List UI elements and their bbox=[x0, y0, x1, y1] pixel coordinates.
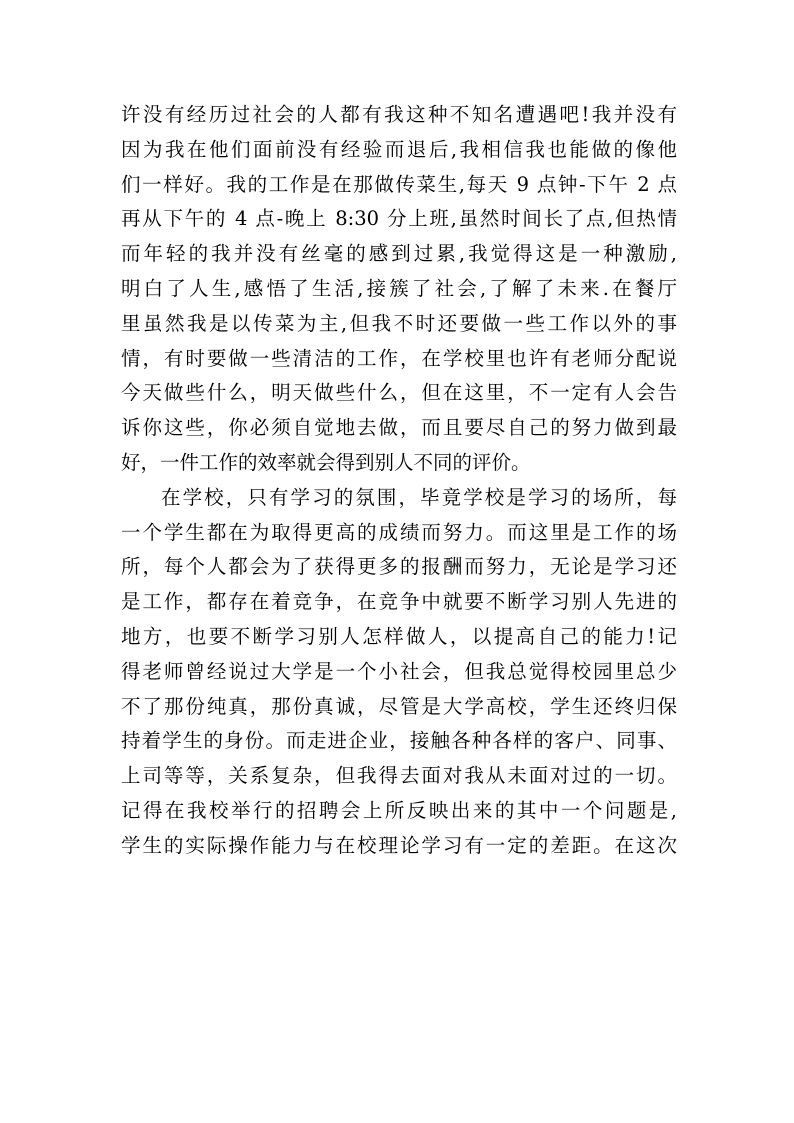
text-line: 而年轻的我并没有丝毫的感到过累,我觉得这是一种激励, bbox=[121, 242, 677, 266]
text-line: 因为我在他们面前没有经验而退后,我相信我也能做的像他 bbox=[121, 137, 677, 161]
text-line: 们一样好。我的工作是在那做传菜生,每天 9 点钟-下午 2 点 bbox=[121, 172, 677, 196]
text-line: 今天做些什么，明天做些什么，但在这里，不一定有人会告 bbox=[121, 381, 677, 405]
text-line: 地方，也要不断学习别人怎样做人，以提高自己的能力!记 bbox=[121, 624, 677, 648]
body-text bbox=[121, 98, 677, 864]
text-line-paragraph-start: 在学校，只有学习的氛围，毕竟学校是学习的场所，每 bbox=[161, 485, 677, 509]
text-line: 一个学生都在为取得更高的成绩而努力。而这里是工作的场 bbox=[121, 520, 677, 544]
text-line-paragraph-end: 好，一件工作的效率就会得到别人不同的评价。 bbox=[121, 450, 531, 474]
text-line: 许没有经历过社会的人都有我这种不知名遭遇吧!我并没有 bbox=[121, 103, 677, 126]
text-line: 不了那份纯真，那份真诚，尽管是大学高校，学生还终归保 bbox=[121, 694, 677, 718]
text-line: 是工作，都存在着竞争，在竞争中就要不断学习别人先进的 bbox=[121, 590, 677, 614]
text-line: 记得在我校举行的招聘会上所反映出来的其中一个问题是, bbox=[121, 798, 677, 822]
text-line: 里虽然我是以传菜为主,但我不时还要做一些工作以外的事 bbox=[121, 311, 677, 335]
text-line: 学生的实际操作能力与在校理论学习有一定的差距。在这次 bbox=[121, 833, 677, 857]
text-line: 明白了人生,感悟了生活,接簇了社会,了解了未来.在餐厅 bbox=[121, 276, 677, 300]
text-line: 情，有时要做一些清洁的工作，在学校里也许有老师分配说 bbox=[121, 346, 677, 370]
text-line: 再从下午的 4 点-晚上 8:30 分上班,虽然时间长了点,但热情 bbox=[121, 207, 677, 231]
text-line: 上司等等，关系复杂，但我得去面对我从未面对过的一切。 bbox=[121, 764, 677, 788]
text-line: 诉你这些，你必须自觉地去做，而且要尽自己的努力做到最 bbox=[121, 416, 677, 440]
text-line: 得老师曾经说过大学是一个小社会，但我总觉得校园里总少 bbox=[121, 659, 677, 683]
text-line: 持着学生的身份。而走进企业，接触各种各样的客户、同事、 bbox=[121, 729, 677, 753]
text-line: 所，每个人都会为了获得更多的报酬而努力，无论是学习还 bbox=[121, 555, 677, 579]
